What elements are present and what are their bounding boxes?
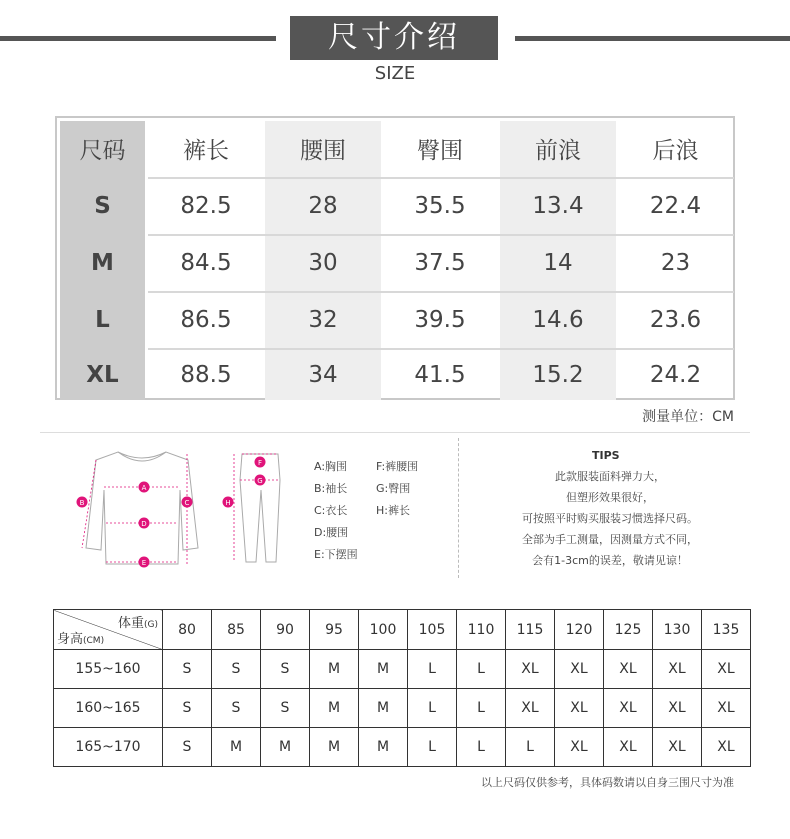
size-cell: XL	[653, 689, 702, 728]
size-header-cell: 后浪	[652, 138, 699, 164]
size-cell: XL	[702, 689, 751, 728]
weight-label	[118, 612, 158, 631]
size-cell: S	[212, 689, 261, 728]
height-unit: (CM)	[83, 636, 105, 646]
size-cell: L	[457, 689, 506, 728]
size-label-cell: S	[94, 193, 111, 219]
table-row	[54, 728, 751, 767]
size-cell: XL	[702, 728, 751, 767]
size-header-cell: 臀围	[417, 138, 463, 164]
weight-header-cell: 100	[359, 610, 408, 650]
size-cell: M	[359, 650, 408, 689]
size-cell: L	[506, 728, 555, 767]
size-table	[55, 116, 735, 400]
size-cell: L	[457, 728, 506, 767]
size-cell: L	[457, 650, 506, 689]
size-value-cell: 30	[308, 250, 338, 276]
shirt-outline	[86, 452, 198, 564]
weight-header-cell: 95	[310, 610, 359, 650]
legend-a: A:胸围	[314, 460, 348, 473]
header-line-left	[0, 36, 276, 41]
size-value-cell: 82.5	[180, 193, 232, 219]
legend-h: H:裤长	[376, 504, 410, 517]
size-label-cell: M	[91, 250, 114, 276]
size-value-cell: 37.5	[414, 250, 466, 276]
size-cell: M	[359, 728, 408, 767]
weight-header-cell: 85	[212, 610, 261, 650]
size-cell: XL	[555, 728, 604, 767]
size-cell: L	[408, 689, 457, 728]
size-header-cell: 腰围	[300, 138, 346, 164]
size-cell: XL	[506, 689, 555, 728]
marker-label-g: G	[257, 477, 263, 485]
height-label	[57, 628, 104, 647]
weight-header-cell: 80	[163, 610, 212, 650]
size-value-cell: 14	[543, 250, 573, 276]
page-title: 尺寸介绍	[290, 16, 498, 60]
legend-d: D:腰围	[314, 526, 349, 539]
size-cell: S	[261, 650, 310, 689]
weight-label-text: 体重	[117, 616, 144, 631]
marker-label-b: B	[79, 499, 85, 507]
size-label-cell: XL	[86, 362, 119, 388]
page-subtitle: SIZE	[374, 63, 416, 84]
weight-header-cell: 125	[604, 610, 653, 650]
size-cell: M	[212, 728, 261, 767]
tip-line-2: 但塑形效果很好，	[566, 491, 654, 504]
size-cell: S	[261, 689, 310, 728]
size-value-cell: 32	[308, 307, 338, 333]
table-row	[54, 610, 751, 650]
weight-header-cell: 135	[702, 610, 751, 650]
size-cell: XL	[604, 689, 653, 728]
marker-label-d: D	[141, 520, 147, 528]
size-header-cell: 尺码	[79, 138, 126, 164]
size-cell: L	[408, 728, 457, 767]
size-cell: XL	[555, 650, 604, 689]
size-cell: XL	[604, 650, 653, 689]
footnote: 以上尺码仅供参考，具体码数请以自身三围尺寸为准	[481, 776, 734, 789]
table-row	[54, 689, 751, 728]
size-value-cell: 28	[308, 193, 338, 219]
weight-unit: (G)	[144, 620, 158, 630]
weight-header-cell: 90	[261, 610, 310, 650]
pants-outline	[240, 454, 280, 562]
size-cell: M	[310, 728, 359, 767]
size-cell: XL	[555, 689, 604, 728]
size-value-cell: 34	[308, 362, 338, 388]
size-label-cell: L	[95, 307, 110, 333]
marker-label-f: F	[257, 459, 263, 467]
size-cell: XL	[653, 728, 702, 767]
marker-label-c: C	[184, 499, 190, 507]
table-row	[54, 650, 751, 689]
tip-line-5: 会有1-3cm的误差，敬请见谅！	[532, 554, 688, 567]
size-cell: XL	[653, 650, 702, 689]
size-cell: S	[163, 689, 212, 728]
size-cell: M	[310, 689, 359, 728]
weight-header-cell: 115	[506, 610, 555, 650]
size-cell: M	[359, 689, 408, 728]
size-cell: XL	[506, 650, 555, 689]
height-cell: 160~165	[54, 689, 163, 728]
size-value-cell: 14.6	[532, 307, 584, 333]
tip-line-3: 可按照平时购买服装习惯选择尺码。	[522, 512, 698, 525]
height-cell: 155~160	[54, 650, 163, 689]
size-value-cell: 13.4	[532, 193, 584, 219]
size-cell: M	[310, 650, 359, 689]
header-line-right	[515, 36, 790, 41]
measurement-diagram	[70, 440, 310, 575]
unit-note: 测量单位：CM	[642, 409, 734, 425]
weight-header-cell: 120	[555, 610, 604, 650]
size-value-cell: 39.5	[414, 307, 466, 333]
weight-height-table	[53, 609, 751, 767]
size-value-cell: 22.4	[649, 193, 702, 219]
size-cell: S	[163, 728, 212, 767]
size-value-cell: 86.5	[180, 307, 232, 333]
legend-f: F:裤腰围	[376, 460, 419, 473]
size-cell: S	[212, 650, 261, 689]
size-value-cell: 84.5	[180, 250, 232, 276]
legend-b: B:袖长	[314, 482, 348, 495]
legend-c: C:衣长	[314, 504, 348, 517]
size-value-cell: 23	[660, 250, 691, 276]
size-value-cell: 35.5	[414, 193, 466, 219]
legend-e: E:下摆围	[314, 548, 358, 561]
size-header-cell: 裤长	[183, 138, 229, 164]
height-label-text: 身高	[57, 632, 84, 647]
marker-label-e: E	[141, 559, 147, 567]
marker-label-h: H	[225, 499, 231, 507]
legend-g: G:臀围	[376, 482, 411, 495]
size-cell: M	[261, 728, 310, 767]
tips-divider	[458, 438, 459, 578]
marker-label-a: A	[141, 484, 147, 492]
weight-header-cell: 105	[408, 610, 457, 650]
weight-header-cell: 130	[653, 610, 702, 650]
size-value-cell: 88.5	[180, 362, 232, 388]
size-value-cell: 41.5	[414, 362, 466, 388]
size-cell: S	[163, 650, 212, 689]
size-value-cell: 24.2	[649, 362, 702, 388]
tip-line-4: 全部为手工测量，因测量方式不同，	[522, 533, 698, 546]
weight-header-cell: 110	[457, 610, 506, 650]
size-cell: L	[408, 650, 457, 689]
section-divider	[40, 432, 750, 433]
tip-line-1: 此款服装面料弹力大，	[555, 470, 665, 483]
height-cell: 165~170	[54, 728, 163, 767]
size-cell: XL	[604, 728, 653, 767]
size-value-cell: 23.6	[649, 307, 702, 333]
size-value-cell: 15.2	[532, 362, 584, 388]
corner-cell	[54, 610, 163, 650]
tips-title: TIPS	[592, 449, 620, 462]
size-header-cell: 前浪	[535, 138, 581, 164]
size-cell: XL	[702, 650, 751, 689]
